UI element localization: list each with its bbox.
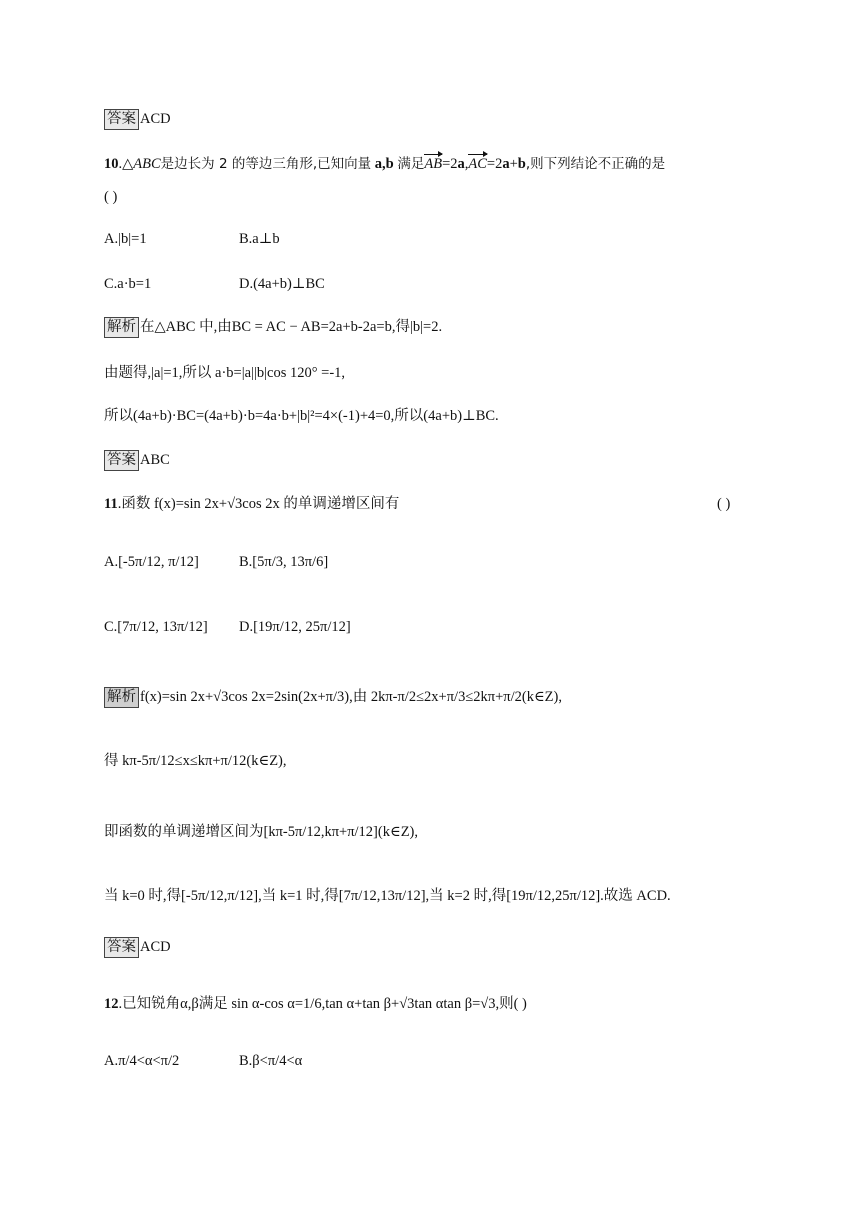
q10-stem-part: ABC xyxy=(133,156,161,172)
q10-stem xyxy=(104,153,665,175)
q11-stem-text: .函数 f(x)=sin 2x+√3cos 2x 的单调递增区间有 xyxy=(117,496,400,512)
q10-stem-part: 满足 xyxy=(397,156,425,172)
q10-analysis-line-1 xyxy=(104,316,442,338)
q10-option-c: C.a·b=1 xyxy=(104,276,152,292)
q10-option-d: D.(4a+b)⊥BC xyxy=(239,276,325,292)
answer-label: 答案 xyxy=(104,937,139,958)
q11-analysis-line-1 xyxy=(104,686,562,708)
q12-option-a: A.π/4<α<π/2 xyxy=(104,1053,180,1069)
q10-analysis-line-2: 由题得,|a|=1,所以 a·b=|a||b|cos 120° =-1, xyxy=(104,365,346,381)
q11-option-c: C.[7π/12, 13π/12] xyxy=(104,619,208,635)
q9-answer: ACD xyxy=(140,111,171,127)
q12-stem-text: .已知锐角α,β满足 sin α-cos α=1/6,tan α+tan β+√3tan αtan β=√3,则( ) xyxy=(118,996,527,1012)
q11-answer: ACD xyxy=(140,939,171,955)
q9-answer-line xyxy=(104,108,171,130)
q10-analysis-line-3: 所以(4a+b)·BC=(4a+b)·b=4a·b+|b|²=4×(-1)+4=0,所以(4a+b)⊥BC. xyxy=(104,408,499,424)
q10-stem-part: ,则下列结论不正确的是 xyxy=(525,156,666,172)
q10-option-a: A.|b|=1 xyxy=(104,231,147,247)
q11-analysis-line-4: 当 k=0 时,得[-5π/12,π/12],当 k=1 时,得[7π/12,13π/12],当 k=2 时,得[19π/12,25π/12].故选 ACD. xyxy=(104,888,671,904)
q11-analysis-line-2: 得 kπ-5π/12≤x≤kπ+π/12(k∈Z), xyxy=(104,753,287,769)
answer-label: 答案 xyxy=(104,450,139,471)
q10-stem-part: + xyxy=(509,156,518,172)
vector-ab: AB xyxy=(424,153,442,175)
q10-answer: ABC xyxy=(140,452,170,468)
q10-stem-part: =2 xyxy=(486,156,503,172)
vector-ac: AC xyxy=(468,153,487,175)
q10-number: 10 xyxy=(104,156,119,172)
q10-stem-part: .△ xyxy=(118,156,134,172)
q11-analysis-text: f(x)=sin 2x+√3cos 2x=2sin(2x+π/3),由 2kπ-π/2≤2x+π/3≤2kπ+π/2(k∈Z), xyxy=(140,689,562,705)
q11-paren: ( ) xyxy=(717,496,731,512)
q10-stem-part: =2 xyxy=(442,156,458,172)
q11-option-d: D.[19π/12, 25π/12] xyxy=(239,619,351,635)
q10-stem-part: a,b xyxy=(374,156,394,172)
q10-stem-part: a xyxy=(457,156,465,172)
q11-stem xyxy=(104,493,399,515)
answer-label: 答案 xyxy=(104,109,139,130)
q11-option-a: A.[-5π/12, π/12] xyxy=(104,554,199,570)
q11-option-b: B.[5π/3, 13π/6] xyxy=(239,554,329,570)
q10-stem-part: , xyxy=(464,156,469,172)
q10-answer-line xyxy=(104,449,170,471)
q12-option-b: B.β<π/4<α xyxy=(239,1053,303,1069)
q10-option-b: B.a⊥b xyxy=(239,231,280,247)
q11-number: 11 xyxy=(104,496,118,512)
q12-number: 12 xyxy=(104,996,119,1012)
q10-analysis-text: 在△ABC 中,由BC = AC − AB=2a+b-2a=b,得|b|=2. xyxy=(140,319,443,335)
q12-stem xyxy=(104,993,527,1015)
analysis-label: 解析 xyxy=(104,687,139,708)
q11-analysis-line-3: 即函数的单调递增区间为[kπ-5π/12,kπ+π/12](k∈Z), xyxy=(104,824,419,840)
q11-answer-line xyxy=(104,936,171,958)
q10-stem-part: a xyxy=(502,156,510,172)
q10-stem-part: 是边长为 2 的等边三角形,已知向量 xyxy=(160,156,372,172)
q10-paren: ( ) xyxy=(104,189,118,205)
q10-stem-part: b xyxy=(517,156,526,172)
analysis-label: 解析 xyxy=(104,317,139,338)
